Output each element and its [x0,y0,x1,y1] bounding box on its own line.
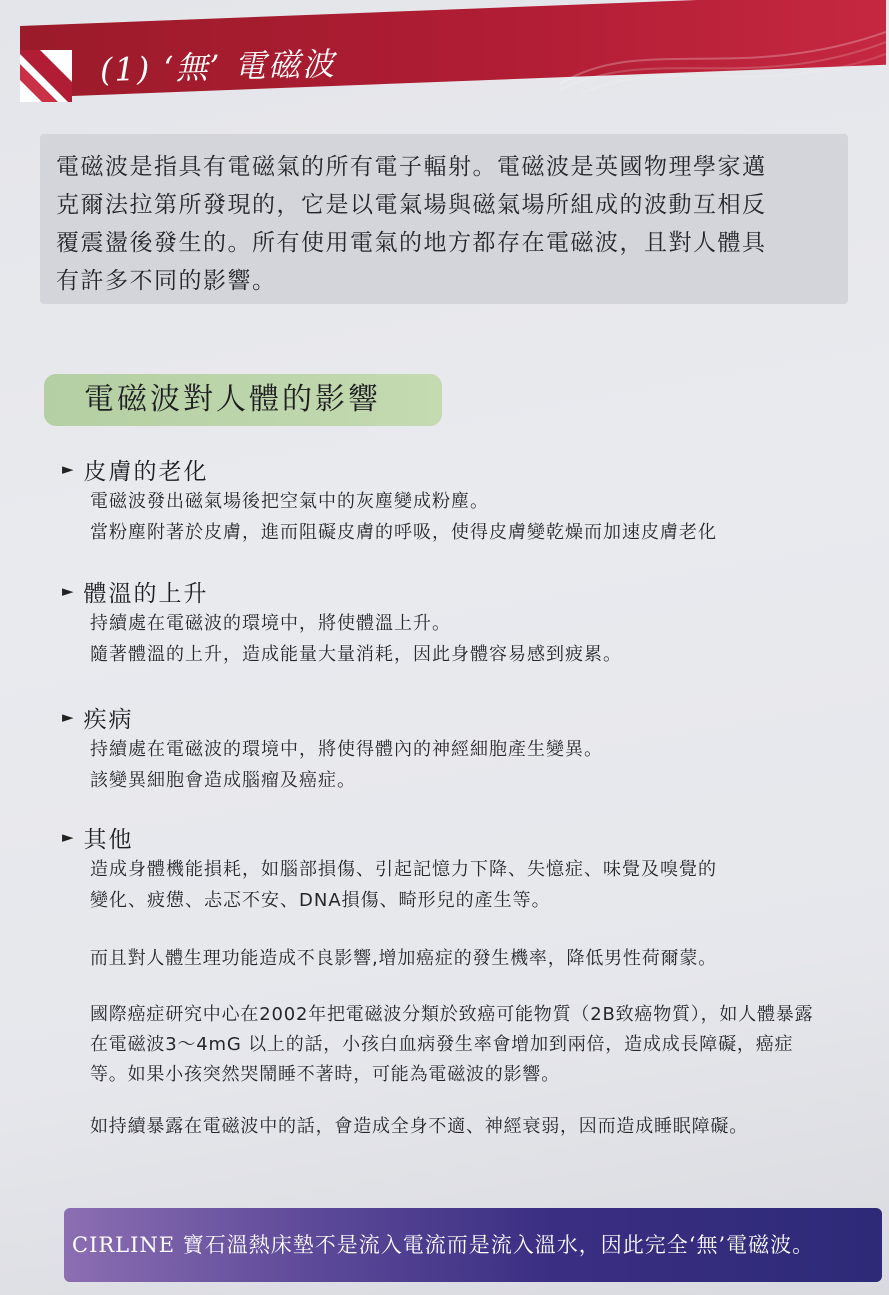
intro-paragraph [56,148,836,300]
page-title: (1) ‘無’ 電磁波 [99,44,337,89]
item-line: 持續處在電磁波的環境中，將使體溫上升。 [90,613,451,634]
item-line: 造成身體機能損耗，如腦部損傷、引起記憶力下降、失憶症、味覺及嗅覺的 [90,859,717,880]
item-title: 其他 [83,826,134,853]
list-item-skin-aging [62,452,842,548]
bullet-arrow-icon: ► [62,460,74,478]
item-title: 體溫的上升 [83,580,209,607]
diagonal-stripe-logo-icon [20,50,72,102]
bullet-arrow-icon: ► [62,828,74,846]
header-wave-decoration [560,24,886,94]
list-item-disease [62,700,842,796]
list-item-body-temperature [62,574,842,670]
item-paragraph: 而且對人體生理功能造成不良影響,增加癌症的發生機率，降低男性荷爾蒙。 [90,948,717,969]
item-paragraph: 國際癌症研究中心在2002年把電磁波分類於致癌可能物質（2B致癌物質），如人體暴露在電磁波3～4mG 以上的話，小孩白血病發生率會增加到兩倍，造成成長障礙，癌症等。如果小孩突然哭鬧睡不著時，可能為電磁波的影響。 [90,1004,814,1085]
bullet-arrow-icon: ► [62,582,74,600]
item-line: 電磁波發出磁氣場後把空氣中的灰塵變成粉塵。 [90,491,489,512]
section-heading: 電磁波對人體的影響 [84,382,381,417]
intro-line: 克爾法拉第所發現的，它是以電氣場與磁氣場所組成的波動互相反 [56,192,767,218]
item-title: 皮膚的老化 [83,458,209,485]
intro-line: 覆震盪後發生的。所有使用電氣的地方都存在電磁波，且對人體具 [56,230,767,256]
bullet-arrow-icon: ► [62,708,74,726]
item-paragraph: 如持續暴露在電磁波中的話，會造成全身不適、神經衰弱，因而造成睡眠障礙。 [90,1116,748,1137]
item-line: 該變異細胞會造成腦瘤及癌症。 [90,770,356,791]
list-item-other [62,820,842,1142]
intro-line: 電磁波是指具有電磁氣的所有電子輻射。電磁波是英國物理學家邁 [56,154,767,180]
footer-slogan: CIRLINE 寶石溫熱床墊不是流入電流而是流入溫水，因此完全‘無’電磁波。 [72,1233,815,1257]
item-line: 持續處在電磁波的環境中，將使得體內的神經細胞產生變異。 [90,739,603,760]
item-line: 變化、疲憊、忐忑不安、DNA損傷、畸形兒的產生等。 [90,890,551,911]
intro-line: 有許多不同的影響。 [56,268,277,294]
item-line: 當粉塵附著於皮膚，進而阻礙皮膚的呼吸，使得皮膚變乾燥而加速皮膚老化 [90,522,717,543]
item-line: 隨著體溫的上升，造成能量大量消耗，因此身體容易感到疲累。 [90,644,622,665]
item-title: 疾病 [83,706,134,733]
